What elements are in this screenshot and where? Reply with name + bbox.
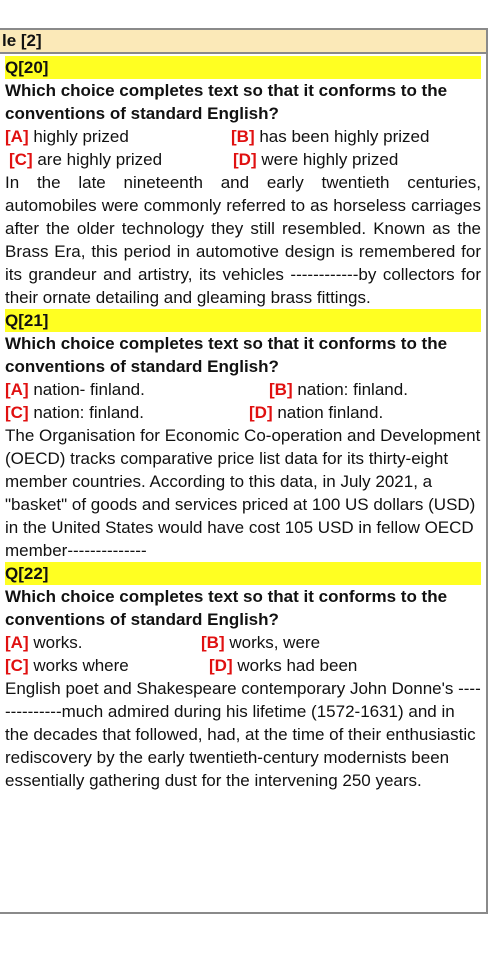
- question-block-22: [5, 562, 481, 792]
- option-c[interactable]: [9, 148, 162, 171]
- module-title: le [2]: [2, 31, 42, 50]
- option-text: are highly prized: [32, 150, 163, 169]
- options-row: [5, 631, 481, 654]
- option-a[interactable]: [5, 378, 145, 401]
- option-label: [B]: [231, 127, 255, 146]
- question-passage: The Organisation for Economic Co-operation and Development (OECD) tracks comparative price list data for its thirty-eight member countries. According to this data, in July 2021, a "basket" of goods and services priced at 100 US dollars (USD) in the United States would have cost 105 USD in fellow OECD member--------------: [5, 426, 481, 560]
- options-row: [5, 148, 481, 171]
- option-d[interactable]: [233, 148, 398, 171]
- option-label: [A]: [5, 633, 29, 652]
- question-passage: English poet and Shakespeare contemporary John Donne's --------------much admired during his lifetime (1572-1631) and in the decades that followed, had, at the time of their enthusiastic rediscovery by the early twentieth-century modernists been essentially gathering dust for the intervening 250 years.: [5, 679, 481, 790]
- option-d[interactable]: [209, 654, 357, 677]
- option-label: [C]: [5, 656, 29, 675]
- options-row: [5, 125, 481, 148]
- option-label: [D]: [233, 150, 257, 169]
- option-label: [D]: [249, 403, 273, 422]
- question-list: [5, 56, 481, 792]
- option-b[interactable]: [201, 631, 320, 654]
- option-text: highly prized: [28, 127, 129, 146]
- options-row: [5, 378, 481, 401]
- option-text: were highly prized: [256, 150, 399, 169]
- option-text: has been highly prized: [254, 127, 430, 146]
- option-b[interactable]: [231, 125, 429, 148]
- question-block-20: [5, 56, 481, 309]
- option-d[interactable]: [249, 401, 383, 424]
- question-number: Q[20]: [5, 56, 481, 79]
- option-c[interactable]: [5, 401, 144, 424]
- option-text: nation: finland.: [28, 403, 144, 422]
- options-row: [5, 654, 481, 677]
- option-a[interactable]: [5, 631, 82, 654]
- option-text: nation: finland.: [292, 380, 408, 399]
- option-text: works had been: [232, 656, 358, 675]
- option-label: [D]: [209, 656, 233, 675]
- option-text: works, were: [224, 633, 321, 652]
- option-b[interactable]: [269, 378, 408, 401]
- option-label: [A]: [5, 127, 29, 146]
- option-label: [B]: [269, 380, 293, 399]
- module-header: [0, 30, 486, 54]
- question-number: Q[22]: [5, 562, 481, 585]
- question-number: Q[21]: [5, 309, 481, 332]
- option-text: works where: [28, 656, 129, 675]
- option-text: nation- finland.: [28, 380, 145, 399]
- option-label: [C]: [9, 150, 33, 169]
- options-row: [5, 401, 481, 424]
- question-passage: In the late nineteenth and early twentieth centuries, automobiles were commonly referred to as horseless carriages after the older technology they still resembled. Known as the Brass Era, this period in automotive design is remembered for its grandeur and artistry, its vehicles ------------by collectors for their ornate detailing and gleaming brass fittings.: [5, 173, 481, 307]
- option-label: [A]: [5, 380, 29, 399]
- question-prompt: Which choice completes text so that it conforms to the conventions of standard English?: [5, 587, 448, 629]
- question-block-21: [5, 309, 481, 562]
- question-prompt: Which choice completes text so that it conforms to the conventions of standard English?: [5, 81, 448, 123]
- option-text: nation finland.: [272, 403, 384, 422]
- option-label: [B]: [201, 633, 225, 652]
- option-c[interactable]: [5, 654, 129, 677]
- question-prompt: Which choice completes text so that it conforms to the conventions of standard English?: [5, 334, 448, 376]
- option-label: [C]: [5, 403, 29, 422]
- option-a[interactable]: [5, 125, 129, 148]
- option-text: works.: [28, 633, 83, 652]
